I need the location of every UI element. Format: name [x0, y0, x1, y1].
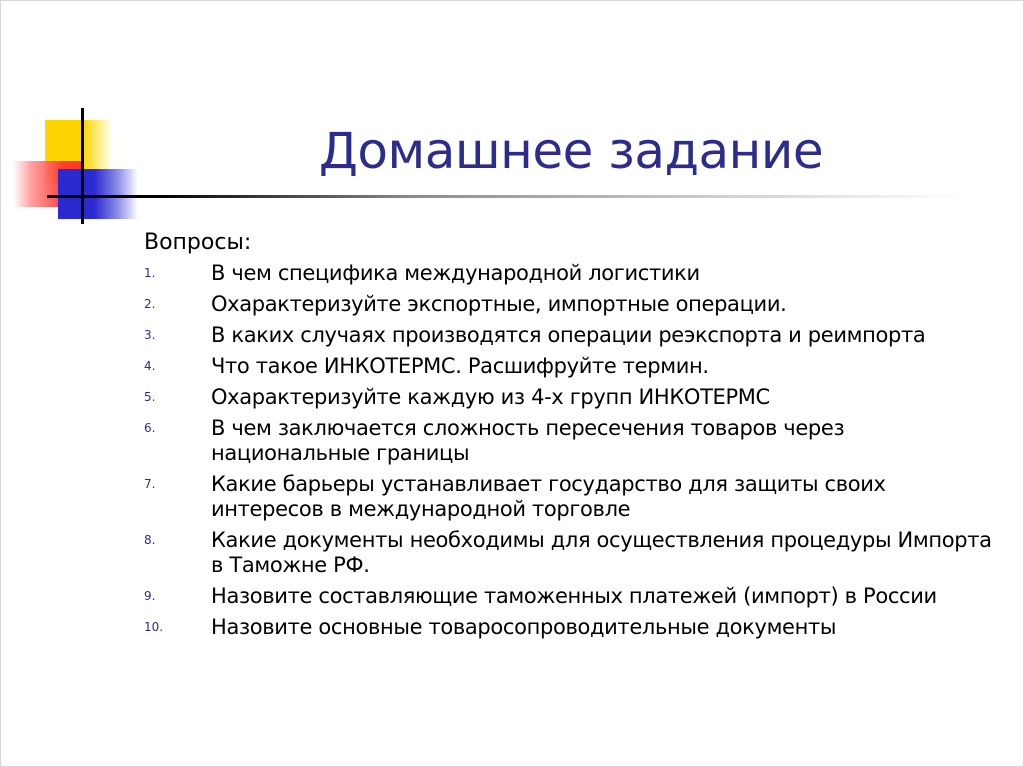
question-text: Какие документы необходимы для осуществления процедуры Импорта в Таможне РФ. [211, 528, 992, 577]
question-text: Охарактеризуйте экспортные, импортные операции. [211, 292, 787, 316]
slide-title: Домашнее задание [318, 122, 824, 180]
question-item [144, 528, 1004, 578]
decor-blue-square [58, 169, 138, 219]
question-text: Назовите составляющие таможенных платежей (импорт) в России [211, 584, 937, 608]
title-underline [47, 195, 967, 198]
question-item [144, 615, 1004, 640]
question-text: В каких случаях производятся операции реэкспорта и реимпорта [211, 323, 926, 347]
question-text: В чем специфика международной логистики [211, 261, 700, 285]
slide-content [144, 227, 1004, 646]
question-number: 7. [144, 477, 156, 491]
question-item [144, 261, 1004, 286]
question-item [144, 385, 1004, 410]
question-text: Какие барьеры устанавливает государство для защиты своих интересов в международной торговле [211, 472, 886, 521]
question-number: 2. [144, 297, 156, 311]
decor-vertical-line [81, 108, 84, 224]
question-number: 3. [144, 328, 156, 342]
questions-list [144, 261, 1004, 640]
question-item [144, 416, 1004, 466]
question-item [144, 354, 1004, 379]
question-number: 5. [144, 390, 156, 404]
question-number: 4. [144, 359, 156, 373]
question-number: 1. [144, 266, 156, 280]
question-number: 10. [144, 620, 164, 634]
question-number: 6. [144, 421, 156, 435]
question-text: Что такое ИНКОТЕРМС. Расшифруйте термин. [211, 354, 709, 378]
question-number: 9. [144, 589, 156, 603]
questions-heading: Вопросы: [144, 230, 252, 255]
question-number: 8. [144, 533, 156, 547]
question-text: В чем заключается сложность пересечения товаров через национальные границы [211, 416, 845, 465]
question-item [144, 584, 1004, 609]
question-item [144, 292, 1004, 317]
question-item [144, 323, 1004, 348]
question-text: Охарактеризуйте каждую из 4-х групп ИНКОТЕРМС [211, 385, 770, 409]
question-item [144, 472, 1004, 522]
question-text: Назовите основные товаросопроводительные документы [211, 615, 837, 639]
